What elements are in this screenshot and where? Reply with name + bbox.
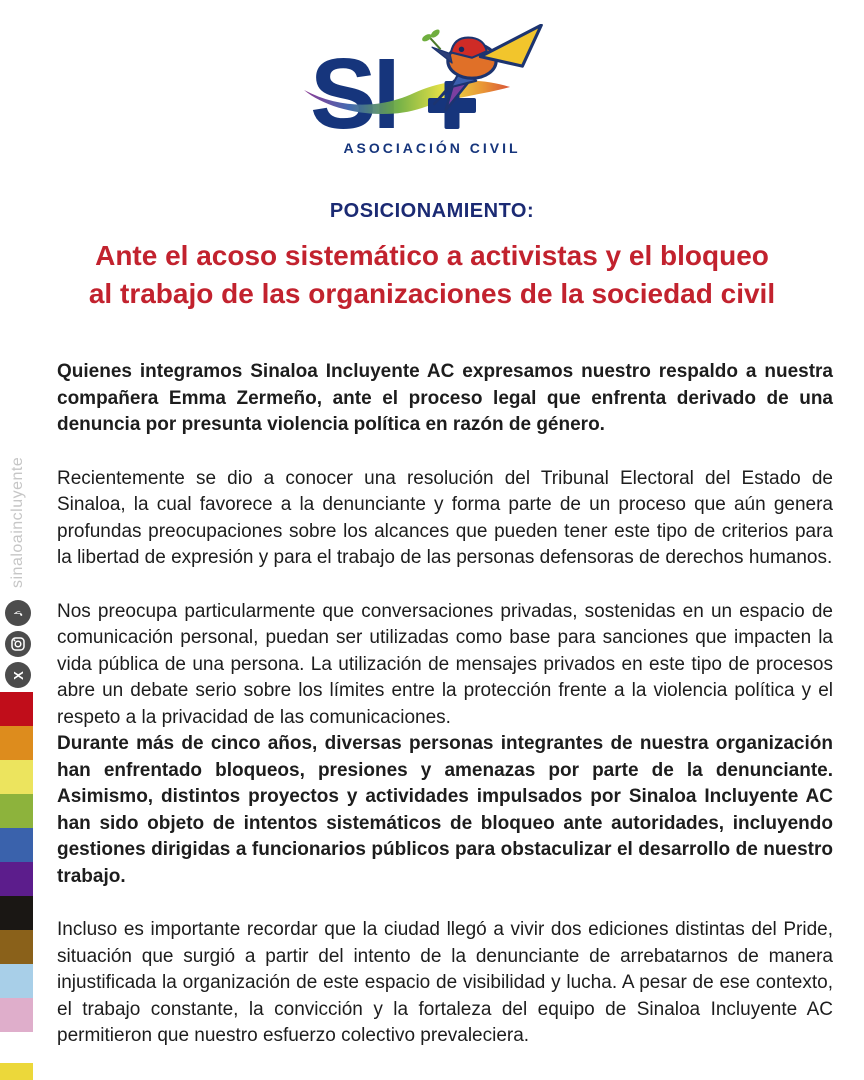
instagram-glyph (11, 637, 25, 651)
statement-title (16, 237, 848, 313)
social-handle-vertical-text: sinaloaincluyente (9, 456, 26, 588)
statement-body (57, 359, 833, 1050)
title-line-2: al trabajo de las organizaciones de la sociedad civil (88, 278, 776, 309)
left-rail (0, 0, 38, 1080)
instagram-icon[interactable] (5, 631, 31, 657)
pride-flag-strip (0, 692, 33, 1032)
flag-swatch-yellow (0, 760, 33, 794)
paragraph-pride: Incluso es importante recordar que la ciudad llegó a vivir dos ediciones distintas del Pride, situación que surgió a partir del intento de la denunciante de arrebatarnos de manera injustificada la organización de este espacio de visibilidad y lucha. A pesar de ese contexto, el trabajo constante, la convicción y la fortaleza del equipo de Sinaloa Incluyente AC permitieron que nuestro esfuerzo colectivo prevaleciera. (57, 919, 833, 1046)
x-twitter-icon[interactable]: X (5, 662, 31, 688)
logo-tagline: ASOCIACIÓN CIVIL (343, 140, 521, 156)
flag-swatch-pink (0, 998, 33, 1032)
paragraph-bloqueos-cinco-anos: Durante más de cinco años, diversas personas integrantes de nuestra organización han enfrentado bloqueos, presiones y amenazas por parte de la denunciante. Asimismo, distintos proyectos y actividades impulsados por Sinaloa Incluyente AC han sido objeto de intentos sistemáticos de bloqueo ante autoridades, incluyendo gestiones dirigidas a funcionarios públicos para obstaculizar el desarrollo de nuestro trabajo. (57, 733, 833, 887)
si-plus-logo-graphic (302, 24, 562, 156)
hummingbird-logo-icon (421, 25, 541, 110)
flag-swatch-brown (0, 930, 33, 964)
flag-swatch-black (0, 896, 33, 930)
paragraph-respaldo: Quienes integramos Sinaloa Incluyente AC expresamos nuestro respaldo a nuestra compañera Emma Zermeño, ante el proceso legal que enfrenta derivado de una denuncia por presunta violencia política en razón de género. (57, 361, 833, 435)
tiktok-icon[interactable]: ♪ (5, 600, 31, 626)
flag-swatch-purple (0, 862, 33, 896)
paragraph-conversaciones-privadas: Nos preocupa particularmente que conversaciones privadas, sostenidas en un espacio de comunicación personal, puedan ser utilizadas como base para sanciones que impacten la vida pública de una persona. La utilización de mensajes privados en este tipo de procesos abre un debate serio sobre los límites entre la protección frente a la violencia política y el respeto a la privacidad de las comunicaciones. (57, 600, 833, 728)
flag-swatch-red (0, 692, 33, 726)
flag-swatch-orange (0, 726, 33, 760)
logo-wordmark-text: SI (310, 38, 397, 150)
paragraph-resolucion-tribunal: Recientemente se dio a conocer una resolución del Tribunal Electoral del Estado de Sinaloa, la cual favorece a la denunciante y forma parte de un proceso que aún genera profundas preocupaciones sobre los alcances que pueden tener este tipo de criterios para la libertad de expresión y para el trabajo de las personas defensoras de derechos humanos. (57, 467, 833, 568)
flag-swatch-green (0, 794, 33, 828)
org-logo (302, 24, 562, 156)
statement-content (0, 24, 864, 1050)
flag-swatch-blue (0, 828, 33, 862)
kicker-posicionamiento: POSICIONAMIENTO: (329, 200, 535, 222)
flag-swatch-lightblue (0, 964, 33, 998)
title-line-1: Ante el acoso sistemático a activistas y el bloqueo (95, 240, 769, 271)
flag-strip-bottom-yellow (0, 1063, 33, 1080)
